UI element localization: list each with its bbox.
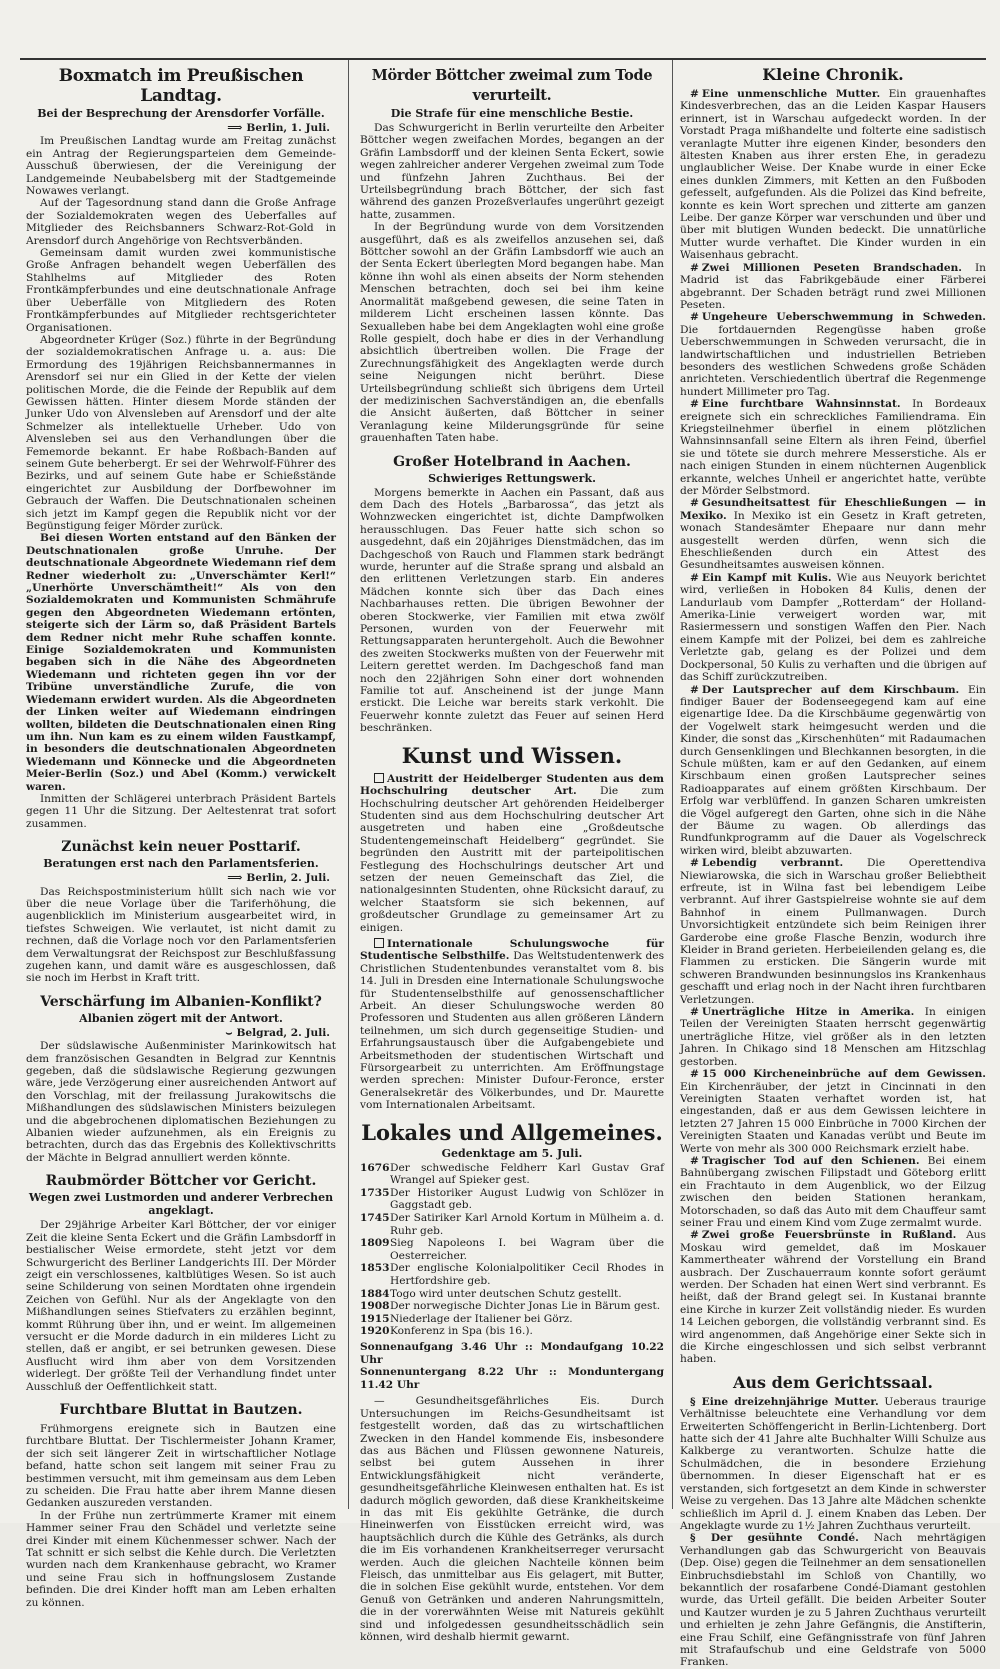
list-item: 1908 Der norwegische Dichter Jonas Lie in Bärum gest. <box>360 1300 661 1313</box>
article-subtitle: Albanien zögert mit der Antwort. <box>79 1011 283 1025</box>
news-item: # Zwei Millionen Peseten Brandschaden. In Madrid ist das Fabrikgebäude einer Färberei abgebrannt. Der Schaden beträgt rund zwei Millionen Peseten. <box>680 261 986 311</box>
news-item: # Eine furchtbare Wahnsinnstat. In Bordeaux ereignete sich ein schreckliches Familiendrama. Ein Kriegsteilnehmer überfiel in einem plötzlichen Wahnsinnsanfall seine Eltern als ihren Feind, überfiel sie und tötete sie durch mehrere Messerstiche. Als er nach einigen Stunden in einem nüchternen Augenblick erkannte, welches Unheil er angerichtet hatte, verübte der Mörder Selbstmord. <box>680 398 986 497</box>
section-title: Lokales und Allgemeines. <box>361 1119 663 1145</box>
top-rule <box>20 58 986 60</box>
dateline-mark: ⟹ <box>227 872 243 885</box>
article-title: Großer Hotelbrand in Aachen. <box>393 453 631 470</box>
article-title: Verschärfung im Albanien-Konflikt? <box>40 993 322 1010</box>
article-landtag <box>26 66 336 830</box>
list-item: 1915 Niederlage der Italiener bei Görz. <box>360 1312 573 1325</box>
paragraph: Abgeordneter Krüger (Soz.) führte in der Begründung der sozialdemokratischen Anfrage u. a. aus: Die Ermordung des 19jährigen Reichsbannermannes in Arensdorf sei nur ein Glied in der Kette der vielen politischen Morde, die die Feinde der Republik auf dem Gewissen hätten. Hinter diesem Morde ständen der Junker Udo von Alvensleben auf Arensdorf und der alte Schmelzer als intellektuelle Urheber. Udo von Alvensleben sei aus den Verhandlungen über die Fememorde bekannt. Er habe Roßbach-Banden auf seinem Gute beherbergt. Er sei der Wehrwolf-Führer des Bezirks, und auf seinem Gute habe er Schießstände eingerichtet zur Ausbildung der Dorfbewohner im Gebrauch der Waffen. Die Deutschnationalen scheinen sich jetzt im Kampf gegen die Republik nicht vor der Begünstigung feiger Mörder zurück. <box>26 333 336 532</box>
paragraph: In der Begründung wurde von dem Vorsitzenden ausgeführt, daß es als zweifellos anzusehen sei, daß Böttcher sowohl an der Gräfin Lambsdorff wie auch an der Senta Eckert überlegten Mord begangen habe. Man könne ihn wohl als einen abseits der Norm stehenden Menschen betrachten, doch sei bei ihm keine Anormalität maßgebend gewesen, die seine Taten in milderem Licht erscheinen lassen könnte. Das Sexualleben habe bei dem Angeklagten wohl eine große Rolle gespielt, doch habe er dies in der Verhandlung absichtlich übertreiben wollen. Die Frage der Zurechnungsfähigkeit des Angeklagten werde durch seine Neigungen nicht berührt. Diese Urteilsbegründung schließt sich übrigens dem Urteil der medizinischen Sachverständigen an, die ebenfalls die Ansicht äußerten, daß Böttcher in seiner Veranlagung keine Milderungsgründe für seine grauenhaften Taten habe. <box>360 221 664 445</box>
article-subtitle: Schwieriges Rettungswerk. <box>428 471 596 485</box>
article-title: Mörder Böttcher zweimal zum Tode verurteilt. <box>371 67 653 104</box>
list-item: 1853 Der englische Kolonialpolitiker Cecil Rhodes in Hertfordshire geb. <box>360 1262 664 1287</box>
section-title: Aus dem Gerichtssaal. <box>732 1372 933 1392</box>
column-rule <box>672 60 673 1509</box>
column-rule <box>348 60 349 1509</box>
news-item: # Unerträgliche Hitze in Amerika. In einigen Teilen der Vereinigten Staaten herrscht gegenwärtig unerträgliche Hitze, viel größer als in den letzten Jahren. In Chikago sind 18 Menschen am Hitzschlag gestorben. <box>680 1006 987 1068</box>
news-item: # Gesundheitsattest für Eheschließungen — in Mexiko. In Mexiko ist ein Gesetz in Kraft getreten, wonach Standesämter Ehepaare nur dann mehr ausgestellt werden dürfen, wenn sich die Eheschließenden durch ein Attest des Gesundheitsamtes ausweisen können. <box>680 497 986 572</box>
news-item: # Ungeheure Ueberschwemmung in Schweden. Die fortdauernden Regengüsse haben große Ueberschwemmungen in Schweden verursacht, die in landwirtschaftlichen und industriellen Betrieben besonders des westlichen Schwedens große Schäden anrichteten. Verschiedentlich übertraf die Regenmenge hundert Millimeter pro Tag. <box>680 311 986 398</box>
paragraph: Gemeinsam damit wurden zwei kommunistische Große Anfragen behandelt wegen Ueberfällen des Stahlhelms auf Mitglieder des Roten Frontkämpferbundes und eine deutschnationale Anfrage über Ueberfälle von Mitgliedern des Roten Frontkämpferbundes auf Mitglieder rechtsgerichteter Organisationen. <box>26 247 336 334</box>
paragraph-bold: Bei diesen Worten entstand auf den Bänken der Deutschnationalen große Unruhe. Der deutschnationale Abgeordnete Wiedemann rief dem Redner wiederholt zu: „Unverschämter Kerl!“ „Unerhörte Unverschämtheit!“ Als von den Sozialdemokraten und Kommunisten Schmährufe gegen den Abgeordneten Wiedemann ertönten, steigerte sich der Lärm so, daß Präsident Bartels dem Redner nicht mehr Ruhe schaffen konnte. Einige Sozialdemokraten und Kommunisten begaben sich in die Nähe des Abgeordneten Wiedemann und richteten gegen ihn vor der Tribüne unverständliche Zurufe, die von Wiedemann erwidert wurden. Als die Abgeordneten der Linken weiter auf Wiedemann eindringen wollten, bildeten die Deutschnationalen einen Ring um ihn. Nun kam es zu einem wilden Faustkampf, in besonders die deutschnationalen Abgeordneten Wiedemann und Könnecke und die Abgeordneten Meier-Berlin (Soz.) und Abel (Komm.) verwickelt waren. <box>26 532 336 793</box>
paragraph: In der Frühe nun zertrümmerte Kramer mit einem Hammer seiner Frau den Schädel und verletzte seine drei Kinder mit einem Küchenmesser schwer. Nach der Tat schnitt er sich selbst die Kehle durch. Die Verletzten wurden nach dem Krankenhause gebracht, wo Kramer und seine Frau sich in hoffnungslosem Zustande befinden. Die drei Kinder hofft man am Leben erhalten zu können. <box>26 1509 336 1609</box>
news-item: # Tragischer Tod auf den Schienen. Bei einem Bahnübergang zwischen Filipstadt und Göteborg erlitt ein Frachtauto in dem Augenblick, wo der Eilzug zwischen den beiden Stationen herankam, Motorschaden, so daß das Auto mit dem Chauffeur samt seiner Frau und einem Kind vom Zuge zermalmt wurde. <box>680 1154 986 1229</box>
anniversary-list <box>360 1162 664 1338</box>
section-kleine-chronik <box>680 66 986 1366</box>
paragraph: Der südslawische Außenminister Marinkowitsch hat dem französischen Gesandten in Belgrad zur Kenntnis gegeben, daß die südslawische Regierung gezwungen wäre, jede Verzögerung einer ausreichenden Antwort auf den Vorschlag, mit der freilassung Jurakowitschs die Mißhandlungen des südslawischen Ministers beizulegen und die abgebrochenen diplomatischen Beziehungen zu Albanien wieder aufzunehmen, als ein Ereignis zu betrachten, durch das das Ergebnis des Kollektivschritts der Mächte in Belgrad annulliert werden könnte. <box>26 1040 336 1164</box>
paragraph: Das Reichspostministerium hüllt sich nach wie vor über die neue Vorlage über die Tariferhöhung, die augenblicklich im Ministerium ausgearbeitet wird, in tiefstes Schweigen. Wie verlautet, ist nicht damit zu rechnen, daß die Vorlage noch vor den Parlamentsferien dem Verwaltungsrat der Reichspost zur Beschlußfassung zugehen kann, und damit wäre es ausgeschlossen, daß sie noch im Herbst in Kraft tritt. <box>26 885 336 985</box>
article-todesurteil <box>360 66 664 445</box>
dateline-mark: ⟹ <box>227 122 243 134</box>
section-gerichtssaal <box>680 1374 986 1669</box>
paragraph: Der 29jährige Arbeiter Karl Böttcher, der vor einiger Zeit die kleine Senta Eckert und die Gräfin Lambsdorff in bestialischer Weise ermordete, steht jetzt vor dem Schwurgericht des Berliner Landgerichts III. Der Mörder zeigt ein verschlossenes, kaltblütiges Wesen. So ist auch seine Schilderung von seinen Mordtaten ohne irgendein Zeichen von Gefühl. Nur als der Angeklagte von den Mißhandlungen seines Stiefvaters zu erzählen beginnt, kommt Rührung über ihn, und er weint. Im allgemeinen versucht er die Morde dadurch in ein milderes Licht zu stellen, daß er angibt, er sei betrunken gewesen. Diese Ausflucht wird ihm aber von dem Vorsitzenden widerlegt. Der größte Teil der Verhandlung findet unter Ausschluß der Oeffentlichkeit statt. <box>26 1219 336 1393</box>
paragraph: Im Preußischen Landtag wurde am Freitag zunächst ein Antrag der Regierungsparteien dem Gemeinde-Ausschuß überwiesen, der die Vereinigung der Landgemeinde Neubabelsberg mit der Stadtgemeinde Nowawes verlangt. <box>26 135 336 198</box>
dateline-mark: ⌣ <box>225 1026 233 1039</box>
list-item: 1884 Togo wird unter deutschen Schutz gestellt. <box>360 1287 622 1300</box>
article-title: Raubmörder Böttcher vor Gericht. <box>45 1173 317 1190</box>
list-item: 1676 Der schwedische Feldherr Karl Gustav Graf Wrangel auf Spieker gest. <box>360 1161 664 1187</box>
news-item: Internationale Schulungswoche für Studentische Selbsthilfe. Das Weltstudentenwerk des Christlichen Studentenbundes veranstaltet vom 8. bis 14. Juli in Dresden eine Internationale Schulungswoche für Studentenselbsthilfe auf genossenschaftlicher Arbeit. An dieser Schulungswoche werden 80 Professoren und Studenten aus allen größeren Ländern teilnehmen, um sich durch gegenseitige Studien- und Erfahrungsaustausch über die Aufgabengebiete und Arbeitsmethoden der studentischen Wirtschaft und Fürsorgearbeit zu unterrichten. Am Eröffnungstage werden sprechen: Minister Dufour-Feronce, erster Generalsekretär des Völkerbundes, und Dr. Maurette vom Internationalen Arbeitsamt. <box>360 937 665 1112</box>
news-item: # Lebendig verbrannt. Die Operettendiva Niewiarowska, die sich in Warschau großer Beliebtheit erfreute, ist in Wilna fast bei lebendigem Leibe verbrannt. Auf ihrer Gastspielreise wohnte sie auf dem Bahnhof in einem Pullmanwagen. Durch Unvorsichtigkeit entzündete sich beim Reinigen ihrer Garderobe eine große Flasche Benzin, wodurch ihre Kleider in Brand gerieten. Herbeieilenden gelang es, die Flammen zu ersticken. Die Sängerin wurde mit schweren Brandwunden besinnungslos ins Krankenhaus geschafft und erlag noch in der Nacht ihren furchtbaren Verletzungen. <box>680 857 986 1006</box>
section-subtitle: Gedenktage am 5. Juli. <box>441 1146 583 1160</box>
dateline: ⟹ Berlin, 1. Juli. <box>227 122 330 134</box>
news-item: # Zwei große Feuersbrünste in Rußland. Aus Moskau wird gemeldet, daß im Moskauer Kammertheater während der Vorstellung ein Brand ausbrach. Der Zuschauerraum konnte sofort geräumt werden. Der Schaden hat einen Wert sind verbrannt. Es heißt, daß der Brand gelegt sei. In Kustanai brannte eine Kirche in kurzer Zeit vollständig nieder. Es wurden 14 Leichen geborgen, die vollständig verbrannt sind. Es wird angenommen, daß Angehörige einer Sekte sich in die Kirche eingeschlossen und sich selbst verbrannt haben. <box>680 1229 986 1366</box>
article-albanien <box>26 993 336 1164</box>
section-title: Kunst und Wissen. <box>401 742 623 768</box>
section-lokales <box>360 1120 664 1644</box>
dateline: ⟹ Berlin, 2. Juli. <box>227 872 330 885</box>
article-subtitle: Wegen zwei Lustmorden und anderer Verbrechen angeklagt. <box>28 1191 334 1218</box>
news-item: Austritt der Heidelberger Studenten aus dem Hochschulring deutscher Art. Die zum Hochschulring deutscher Art gehörenden Heidelberger Studenten sind aus dem Hochschulring deutscher Art ausgetreten und haben eine „Großdeutsche Studentengemeinschaft Heidelberg“ gegründet. Sie begründen den Austritt mit der parteipolitischen Festlegung des Hochschulrings deutscher Art und setzen der neuen Gemeinschaft das Ziel, die nationalgesinnten Studenten, ohne Rücksicht darauf, zu welcher Staatsform sie sich bekennen, auf großdeutscher Grundlage zu gemeinsamer Art zu einigen. <box>360 772 664 934</box>
section-title: Kleine Chronik. <box>762 65 904 84</box>
article-hotelbrand <box>360 453 664 735</box>
news-item: § Der gesühnte Condé. Nach mehrtägigen Verhandlungen gab das Schwurgericht von Beauvais (Dep. Oise) gegen die Teilnehmer an dem sensationellen Einbruchsdiebstahl im Schloß von Chantilly, wo bekanntlich der rosafarbene Condé-Diamant gestohlen wurde, das Urteil gefällt. Die beiden Arbeiter Souter und Kautzer wurden je zu 5 Jahren Zuchthaus verurteilt und erhielten je zehn Jahre Gefängnis, die Anstifterin, eine Frau Schilf, eine Gefängnisstrafe von fünf Jahren mit Strafaufschub und eine Geldstrafe von 5000 Franken. <box>680 1532 987 1669</box>
paragraph: Das Schwurgericht in Berlin verurteilte den Arbeiter Böttcher wegen zweifachen Mordes, begangen an der Gräfin Lambsdorff und der kleinen Senta Eckert, sowie wegen zahlreicher anderer Vergehen zweimal zum Tode und fünfzehn Jahren Zuchthaus. Bei der Urteilsbegründung brach Böttcher, der sich fast während des ganzen Prozeßverlaufes ungerührt gezeigt hatte, zusammen. <box>360 122 664 221</box>
column-3 <box>680 65 987 1669</box>
paragraph: Inmitten der Schlägerei unterbrach Präsident Bartels gegen 11 Uhr die Sitzung. Der Aeltestenrat trat sofort zusammen. <box>26 792 336 830</box>
column-1 <box>26 66 336 1609</box>
section-kunst-und-wissen <box>360 743 664 1112</box>
paragraph: Morgens bemerkte in Aachen ein Passant, daß aus dem Dach des Hotels „Barbarossa“, das jetzt als Wohnzwecken eingerichtet ist, dichte Dampfwolken herausschlugen. Das Feuer hatte sich schon so ausgedehnt, daß ein 20jähriges Dienstmädchen, das im Dachgeschoß von Rauch und Flammen stark bedrängt wurde, herunter auf die Straße sprang und alsbald an den erlittenen Verletzungen starb. Ein anderes Mädchen konnte sich über das Dach eines Nachbarhauses retten. Die übrigen Bewohner der oberen Stockwerke, vier Familien mit etwa zwölf Personen, wurden von der Feuerwehr mit Rettungsapparaten heruntergeholt. Auch die Bewohner des zweiten Stockwerks mußten von der Feuerwehr mit Leitern gerettet werden. Im Dachgeschoß fand man noch den 22jährigen Sohn einer dort wohnenden Familie tot auf. Anscheinend ist der junge Mann erstickt. Die Leiche war bereits stark verkohlt. Die Feuerwehr konnte zuletzt das Feuer auf seinen Herd beschränken. <box>360 486 664 735</box>
paragraph: Auf der Tagesordnung stand dann die Große Anfrage der Sozialdemokraten wegen des Ueberfalles auf Mitglieder des Reichsbanners Schwarz-Rot-Gold in Arensdorf durch Angehörige von Rechtsverbänden. <box>26 197 336 247</box>
news-item: § Eine dreizehnjährige Mutter. Ueberaus traurige Verhältnisse beleuchtete eine Verhandlung vor dem Erweiterten Schöffengericht in Berlin-Lichtenberg. Dort hatte sich der 41 Jahre alte Buchhalter Willi Schulze aus Kalkberge zu verantworten. Schulze hatte die Schulmädchen, die in besondere Erziehung übernommen. In dieser Eigenschaft hat er es verstanden, sich fortgesetzt an dem Kinde in schwerster Weise zu vergehen. Das 13 Jahre alte Mädchen schenkte schließlich im April d. J. einem Knaben das Leben. Der Angeklagte wurde zu 1½ Jahren Zuchthaus verurteilt. <box>680 1395 987 1532</box>
news-item: # 15 000 Kircheneinbrüche auf dem Gewissen. Ein Kirchenräuber, der jetzt in Cincinnati in den Vereinigten Staaten verhaftet worden ist, hat eingestanden, daß er aus dem Gewissen leichtere in letzten 27 Jahren 15 000 Einbrüche in 7000 Kirchen der Vereinigten Staaten und Kanadas verübt und Beute im Werte von mehr als 300 000 Reichsmark erzielt habe. <box>680 1068 986 1155</box>
list-item: 1745 Der Satiriker Karl Arnold Kortum in Mülheim a. d. Ruhr geb. <box>360 1212 664 1237</box>
paragraph: — Gesundheitsgefährliches Eis. Durch Untersuchungen im Reichs-Gesundheitsamt ist festgestellt worden, daß das zu wirtschaftlichen Zwecken in den Handel kommende Eis, insbesondere das aus Bächen und Flüssen gewonnene Natureis, selbst bei gutem Aussehen in ihrer Entwicklungsfähigkeit nicht veränderte, gesundheitsgefährliche Kleinwesen enthalten hat. Es ist dadurch möglich geworden, daß diese Krankheitskeime in das mit Eis gekühlte Getränke, die durch Hineinwerfen von Eisstücken erreicht wird, was hauptsächlich durch die Kühle des Getränks, als durch die im Eis vorhandenen Krankheitserreger verursacht werden. Auch die gleichen Nachteile können beim Fleisch, das unmittelbar aus Eis gelagert, mit Butter, die in solchen Eise gekühlt wurde, entstehen. Vor dem Genuß von Getränken und anderen Nahrungsmitteln, die in der vorerwähnten Weise mit Natureis gekühlt sind und infolgedessen gesundheitsschädlich sein können, wird deshalb hiermit gewarnt. <box>360 1395 664 1644</box>
list-item: 1920 Konferenz in Spa (bis 16.). <box>360 1325 533 1338</box>
square-bullet-icon <box>374 773 384 783</box>
sun-moon-times: Sonnenaufgang 3.46 Uhr :: Mondaufgang 10.22 Uhr Sonnenuntergang 8.22 Uhr :: Monduntergang 11.42 Uhr <box>360 1340 664 1391</box>
article-title: Zunächst kein neuer Posttarif. <box>61 839 301 856</box>
list-item: 1735 Der Historiker August Ludwig von Schlözer in Gaggstadt geb. <box>360 1186 664 1212</box>
article-subtitle: Bei der Besprechung der Arensdorfer Vorfälle. <box>37 107 325 120</box>
article-title: Furchtbare Bluttat in Bautzen. <box>59 1401 303 1418</box>
square-bullet-icon <box>374 938 384 948</box>
news-item: # Eine unmenschliche Mutter. Ein grauenhaftes Kindesverbrechen, das an die Leiden Kaspar Hausers erinnert, ist in Warschau aufgedeckt worden. In der Vorstadt Praga mißhandelte und folterte eine sadistisch veranlagte Mutter ihre eigenen Kinder, besonders den ältesten Knaben aus ihrer ersten Ehe, in geradezu unglaublicher Weise. Der Knabe wurde in einer Ecke eines dunklen Zimmers, mit Ketten an den Fußboden gefesselt, aufgefunden. Als die Polizei das Kind befreite, konnte es kein Wort sprechen und zitterte am ganzen Leibe. Der ganze Körper war verschunden und über und über mit blutigen Wunden bedeckt. Die unnatürliche Mutter wurde verhaftet. Die Kinder wurden in ein Waisenhaus gebracht. <box>680 88 986 262</box>
article-subtitle: Beratungen erst nach den Parlamentsferien. <box>43 857 319 871</box>
article-posttarif <box>26 838 336 985</box>
article-subtitle: Die Strafe für eine menschliche Bestie. <box>390 107 634 120</box>
news-item: # Der Lautsprecher auf dem Kirschbaum. Ein findiger Bauer der Bodenseegegend kam auf eine eigenartige Idee. Da die Kirschbäume gegenwärtig von der Vogelwelt stark heimgesucht werden und die Kinder, die sonst das „Kirschenhüten“ mit Radaumachen durch Gensenklingen und Blechkannen besorgten, in die Schule müßten, kam er auf den Gedanken, auf einem Kirschbaum einen großen Lautsprecher seines Radioapparates auf einem größten Kirschbaum. Der Erfolg war verblüffend. In ganzen Scharen umkreisten die Vögel aufgeregt den Garten, ohne sich in die Nähe der Bäume zu wagen. Ob allerdings das Rundfunkprogramm auf die Dauer als Vogelschreck wirken wird, bleibt abzuwarten. <box>680 683 986 857</box>
article-boettcher <box>26 1172 336 1393</box>
paragraph: Frühmorgens ereignete sich in Bautzen eine furchtbare Bluttat. Der Tischlermeister Johann Kramer, der sich seit längerer Zeit in wirtschaftlicher Notlage befand, hatte schon seit langem mit seiner Frau zu bestimmen versucht, mit ihm gemeinsam aus dem Leben zu scheiden. Die Frau hatte aber ihrem Manne diesen Gedanken auszureden verstanden. <box>26 1422 336 1510</box>
list-item: 1809 Sieg Napoleons I. bei Wagram über die Oesterreicher. <box>360 1237 664 1262</box>
news-item: # Ein Kampf mit Kulis. Wie aus Neuyork berichtet wird, verließen in Hoboken 84 Kulis, denen der Landurlaub vom Dampfer „Rotterdam“ der Holland-Amerika-Linie verweigert worden war, mit Rasiermessern und sonstigen Waffen den Pier. Nach einem Kampfe mit der Polizei, bei dem es zahlreiche Verletzte gab, gelang es der Polizei und dem Dockpersonal, 50 Kulis zu verhaften und die übrigen auf das Schiff zurückzutreiben. <box>680 571 986 684</box>
dateline: ⌣ Belgrad, 2. Juli. <box>225 1026 330 1039</box>
article-title: Boxmatch im Preußischen Landtag. <box>58 66 304 106</box>
column-2 <box>360 66 665 1644</box>
article-bautzen <box>26 1401 336 1609</box>
